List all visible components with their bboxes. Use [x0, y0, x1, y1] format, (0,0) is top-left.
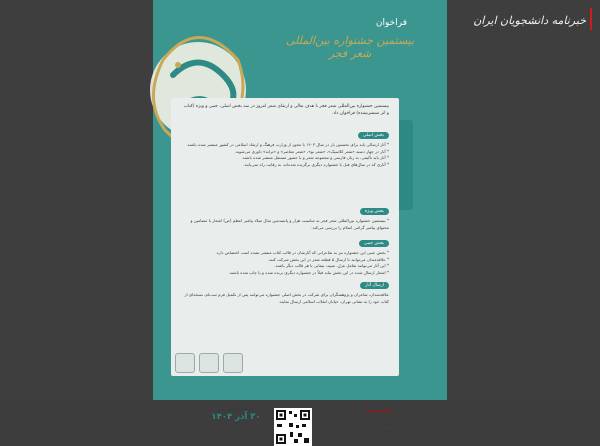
call-label: فراخوان	[375, 18, 407, 28]
deadline-box	[201, 406, 271, 422]
section-side-title: بخش جنبی	[359, 240, 389, 247]
section-side-body: * بخش جنبی این جشنواره نیز به شاعرانی که آثارشان در قالب کتاب منتشر نشده است اختصاص دارد. * علاقه‌مندان می‌توانند تا ارسال ۵ قطعه شعر در این بخش شرکت کنند. * این آثار می‌توانند شامل غزل، سپید، نیمایی یا هر قالب دیگر باشند. * اشعار ارسال شده در این بخش نباید قبلاً در جشنواره دیگری برنده شده و یا چاپ شده باشند.	[215, 250, 389, 275]
intro-text: بیستمین جشنواره بین‌المللی شعر فجر با هدف تعالی و ارتقای شعر امروز در سه بخش اصلی، جنبی و ویژه (کتاب و اثر منتشرنشده) فراخوان داد.	[183, 104, 389, 116]
right-backdrop	[447, 0, 600, 400]
section-submit-title: ارسال آثار	[360, 282, 389, 289]
site-watermark: خبرنامه دانشجویان ایران	[473, 14, 586, 27]
contact-info: بخش جنبی: آدرس پستی: تهران تلفن: ۶۶۴۶۳۲۲۴ شماره: ۰۹۳۳۲۲۶۴۰۷۷	[353, 409, 391, 433]
side-tab	[399, 120, 413, 210]
festival-poster	[153, 0, 447, 433]
festival-title: بیستمین جشنواره بین‌المللی شعر فجر	[285, 34, 415, 61]
section-special-body: * بیستمین جشنواره بین‌المللی شعر فجر به مناسبت هزار و پانصدمین سال میلاد پیامبر اعظم (ص) اشعار با مضامین و محتوای پیامبر گرامی اسلام را بررسی می‌کند.	[190, 218, 389, 230]
watermark-accent	[590, 8, 592, 30]
deadline-label: مهلت ارسال آثار:	[217, 406, 255, 412]
left-backdrop	[0, 0, 153, 400]
emblem-logo-icon	[199, 353, 219, 373]
section-special-title: بخش ویژه	[360, 208, 389, 215]
section-main-title: بخش اصلی	[358, 132, 389, 139]
deadline-date: ۳۰ آذر ۱۴۰۴	[211, 412, 261, 422]
info-card	[171, 98, 399, 433]
qr-code-icon[interactable]	[274, 408, 312, 446]
section-main-body: * آثار ارسالی باید برای نخستین بار در سال ۱۴۰۳ با مجوز از وزارت فرهنگ و ارشاد اسلامی در کشور منتشر شده باشند. * آثار در چهار دسته «شعر کلاسیک»، «شعر نو»، «شعر معاصر» و «ترانه» داوری می‌شوند. * آثار باید تألیفی، به زبان فارسی و مجموعه شعر و با حضور مستقل منتشر شده باشند. * آثاری که در سال‌های قبل یا جشنواره دیگری برگزیده شده‌اند، به رقابت راه نمی‌یابند.	[186, 142, 389, 167]
section-submit-body: علاقه‌مندان، شاعران و پژوهشگران برای شرکت در بخش اصلی جشنواره می‌توانند پس از تکمیل فرم ثبت‌نام، نسخه‌ای از کتاب خود را به نشانی تهران، خیابان انقلاب اسلامی ارسال نمایند.	[184, 292, 389, 304]
sponsor-logos	[175, 352, 245, 374]
ministry-logo-icon	[175, 353, 195, 373]
festival-logo-icon	[223, 353, 243, 373]
